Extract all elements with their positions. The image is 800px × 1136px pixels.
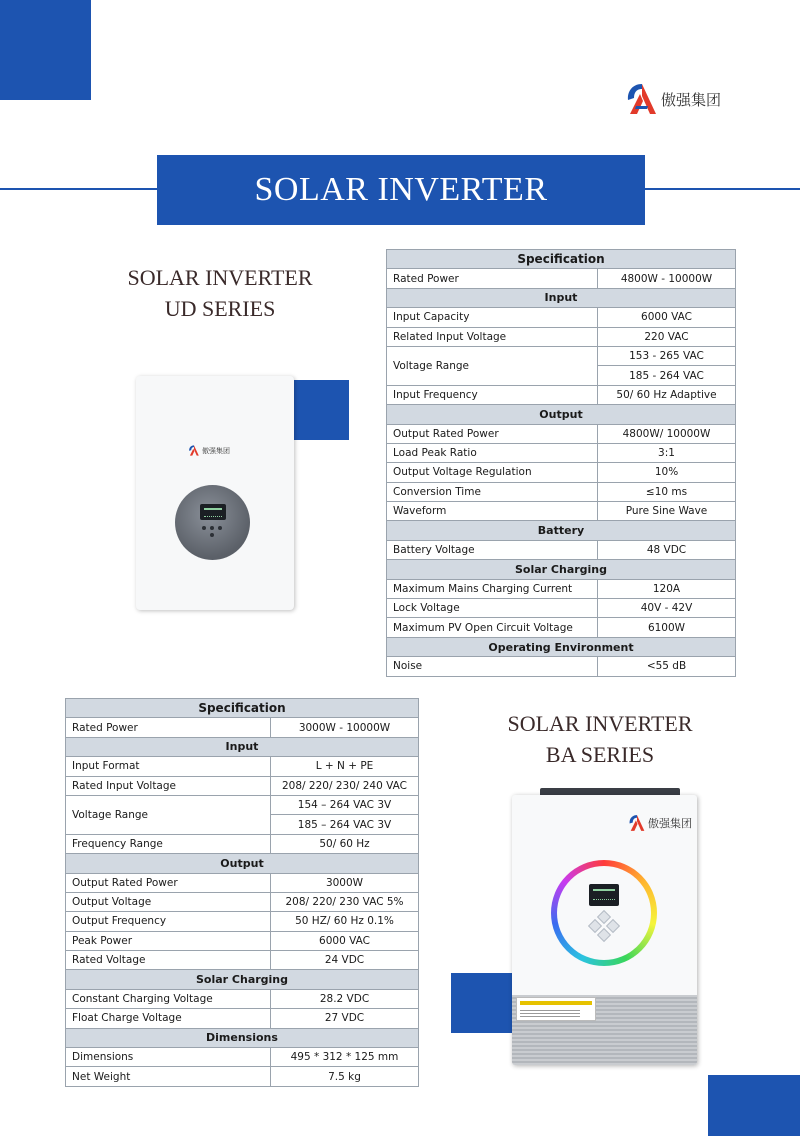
- section-header: Operating Environment: [387, 637, 736, 656]
- spec-value: 50/ 60 Hz Adaptive: [598, 385, 736, 404]
- company-logo-icon: [626, 80, 658, 118]
- table-row: [66, 989, 419, 1008]
- spec-label: Float Charge Voltage: [66, 1009, 271, 1028]
- company-name: 傲强集团: [661, 90, 722, 109]
- spec-label: Maximum PV Open Circuit Voltage: [387, 618, 598, 637]
- table-row: [387, 424, 736, 443]
- spec-header: Specification: [66, 699, 419, 718]
- table-row: [387, 540, 736, 559]
- ud-control-dial: [175, 485, 250, 560]
- table-row: [387, 618, 736, 637]
- spec-value: 48 VDC: [598, 540, 736, 559]
- table-row: [66, 776, 419, 795]
- table-row: [66, 757, 419, 776]
- banner-line-right: [642, 188, 800, 190]
- table-row: [387, 443, 736, 462]
- ud-button-icon: [218, 526, 222, 530]
- table-row: [387, 463, 736, 482]
- table-row: [387, 269, 736, 288]
- spec-value: 6000 VAC: [598, 308, 736, 327]
- company-logo-icon: [628, 813, 646, 833]
- table-row: [387, 482, 736, 501]
- table-row: [387, 599, 736, 618]
- page-title: SOLAR INVERTER: [254, 171, 548, 208]
- table-row: [66, 892, 419, 911]
- spec-value: 4800W/ 10000W: [598, 424, 736, 443]
- section-header: Solar Charging: [66, 970, 419, 989]
- company-logo: [626, 80, 721, 118]
- section-header: Output: [66, 854, 419, 873]
- ud-accent-square: [292, 380, 349, 440]
- spec-value: L + N + PE: [271, 757, 419, 776]
- spec-value: 28.2 VDC: [271, 989, 419, 1008]
- spec-value: 3000W: [271, 873, 419, 892]
- table-row: [66, 718, 419, 737]
- corner-decoration-top-left: [0, 0, 91, 100]
- spec-label: Dimensions: [66, 1048, 271, 1067]
- ba-accent-square: [451, 973, 513, 1033]
- section-header: Battery: [387, 521, 736, 540]
- spec-label: Frequency Range: [66, 834, 271, 853]
- spec-value: 50 HZ/ 60 Hz 0.1%: [271, 912, 419, 931]
- table-row: [66, 951, 419, 970]
- spec-value: 40V - 42V: [598, 599, 736, 618]
- ud-title-line2: UD SERIES: [164, 296, 276, 321]
- ud-title-line1: SOLAR INVERTER: [127, 265, 313, 290]
- table-row: [387, 579, 736, 598]
- spec-label: Conversion Time: [387, 482, 598, 501]
- spec-label: Lock Voltage: [387, 599, 598, 618]
- table-row: [387, 327, 736, 346]
- spec-header: Specification: [387, 250, 736, 269]
- ba-title-line1: SOLAR INVERTER: [507, 711, 693, 736]
- spec-label: Input Frequency: [387, 385, 598, 404]
- spec-label: Net Weight: [66, 1067, 271, 1086]
- spec-label: Voltage Range: [387, 346, 598, 385]
- ba-series-title: [480, 708, 720, 770]
- spec-label: Output Rated Power: [387, 424, 598, 443]
- spec-value: 220 VAC: [598, 327, 736, 346]
- section-header: Input: [387, 288, 736, 307]
- spec-label: Rated Input Voltage: [66, 776, 271, 795]
- ud-button-icon: [210, 526, 214, 530]
- spec-label: Maximum Mains Charging Current: [387, 579, 598, 598]
- ud-spec-table: [386, 249, 736, 677]
- ba-unit-brand: 傲强集团: [648, 817, 692, 830]
- title-banner: [157, 155, 645, 225]
- spec-value: 50/ 60 Hz: [271, 834, 419, 853]
- banner-line-left: [0, 188, 160, 190]
- table-row: [387, 346, 736, 365]
- table-row: [387, 657, 736, 676]
- table-row: [66, 795, 419, 814]
- spec-value: 6000 VAC: [271, 931, 419, 950]
- ba-title-line2: BA SERIES: [545, 742, 655, 767]
- table-row: [66, 1048, 419, 1067]
- spec-value: 7.5 kg: [271, 1067, 419, 1086]
- spec-label: Related Input Voltage: [387, 327, 598, 346]
- table-row: [66, 1009, 419, 1028]
- spec-label: Input Capacity: [387, 308, 598, 327]
- table-row: [66, 873, 419, 892]
- spec-label: Battery Voltage: [387, 540, 598, 559]
- spec-label: Waveform: [387, 502, 598, 521]
- table-row: [66, 931, 419, 950]
- spec-value: 208/ 220/ 230 VAC 5%: [271, 892, 419, 911]
- spec-label: Peak Power: [66, 931, 271, 950]
- company-logo-icon: [188, 444, 200, 457]
- spec-value: 208/ 220/ 230/ 240 VAC: [271, 776, 419, 795]
- spec-label: Output Rated Power: [66, 873, 271, 892]
- spec-label: Input Format: [66, 757, 271, 776]
- ud-button-icon: [210, 533, 214, 537]
- spec-label: Rated Power: [387, 269, 598, 288]
- spec-value: 185 – 264 VAC 3V: [271, 815, 419, 834]
- table-row: [387, 502, 736, 521]
- ud-lcd-screen: [200, 504, 226, 520]
- spec-label: Rated Power: [66, 718, 271, 737]
- spec-label: Output Voltage Regulation: [387, 463, 598, 482]
- ba-spec-table: [65, 698, 419, 1087]
- spec-value: 185 - 264 VAC: [598, 366, 736, 385]
- spec-label: Constant Charging Voltage: [66, 989, 271, 1008]
- ud-unit-logo: [188, 444, 230, 457]
- ba-unit-logo: [628, 813, 692, 833]
- spec-value: Pure Sine Wave: [598, 502, 736, 521]
- spec-label: Noise: [387, 657, 598, 676]
- spec-label: Rated Voltage: [66, 951, 271, 970]
- spec-value: 4800W - 10000W: [598, 269, 736, 288]
- ud-button-icon: [202, 526, 206, 530]
- spec-value: 153 - 265 VAC: [598, 346, 736, 365]
- spec-value: 3000W - 10000W: [271, 718, 419, 737]
- table-row: [66, 1067, 419, 1086]
- spec-value: 10%: [598, 463, 736, 482]
- table-row: [66, 912, 419, 931]
- ud-unit-brand: 傲强集团: [202, 446, 230, 455]
- spec-value: 3:1: [598, 443, 736, 462]
- table-row: [387, 385, 736, 404]
- spec-value: ≤10 ms: [598, 482, 736, 501]
- spec-value: 495 * 312 * 125 mm: [271, 1048, 419, 1067]
- spec-label: Output Voltage: [66, 892, 271, 911]
- spec-value: 24 VDC: [271, 951, 419, 970]
- corner-decoration-bottom-right: [708, 1075, 800, 1136]
- table-row: [387, 308, 736, 327]
- spec-value: <55 dB: [598, 657, 736, 676]
- table-row: [66, 834, 419, 853]
- spec-value: 6100W: [598, 618, 736, 637]
- spec-value: 120A: [598, 579, 736, 598]
- section-header: Solar Charging: [387, 560, 736, 579]
- ud-series-title: [100, 262, 340, 324]
- ba-warning-label: [516, 997, 596, 1021]
- spec-value: 27 VDC: [271, 1009, 419, 1028]
- spec-label: Load Peak Ratio: [387, 443, 598, 462]
- section-header: Input: [66, 737, 419, 756]
- section-header: Output: [387, 405, 736, 424]
- spec-value: 154 – 264 VAC 3V: [271, 795, 419, 814]
- spec-label: Output Frequency: [66, 912, 271, 931]
- spec-label: Voltage Range: [66, 795, 271, 834]
- section-header: Dimensions: [66, 1028, 419, 1047]
- ba-lcd-screen: [589, 884, 619, 906]
